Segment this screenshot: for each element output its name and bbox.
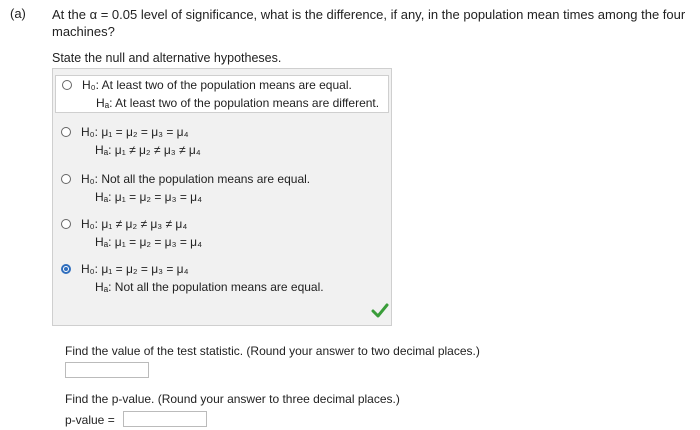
hypotheses-instruction: State the null and alternative hypotheses.: [52, 51, 282, 65]
option-h0: H₀: At least two of the population means are equal.: [82, 78, 352, 92]
option-ha: Hₐ: Not all the population means are equal.: [95, 280, 324, 294]
question-part: (a): [10, 6, 26, 21]
option-ha: Hₐ: μ₁ = μ₂ = μ₃ = μ₄: [95, 190, 202, 204]
option-2[interactable]: [55, 123, 389, 159]
option-h0: H₀: Not all the population means are equal.: [81, 172, 311, 186]
radio-button[interactable]: [61, 219, 71, 229]
correct-check-icon: [371, 302, 389, 320]
option-3[interactable]: [55, 170, 389, 206]
radio-button[interactable]: [62, 80, 72, 90]
radio-button[interactable]: [61, 174, 71, 184]
test-statistic-prompt: Find the value of the test statistic. (Round your answer to two decimal places.): [65, 344, 480, 358]
question-text: At the α = 0.05 level of significance, what is the difference, if any, in the population mean times among the four machines?: [52, 7, 686, 39]
options-box: [52, 68, 392, 326]
option-h0: H₀: μ₁ = μ₂ = μ₃ = μ₄: [81, 262, 189, 276]
option-ha: Hₐ: μ₁ = μ₂ = μ₃ = μ₄: [95, 235, 202, 249]
test-statistic-input[interactable]: [65, 362, 149, 378]
p-value-label: p-value =: [65, 413, 115, 427]
option-4[interactable]: [55, 215, 389, 251]
option-ha: Hₐ: μ₁ ≠ μ₂ ≠ μ₃ ≠ μ₄: [95, 143, 201, 157]
option-h0: H₀: μ₁ ≠ μ₂ ≠ μ₃ ≠ μ₄: [81, 217, 188, 231]
p-value-prompt: Find the p-value. (Round your answer to three decimal places.): [65, 392, 400, 406]
p-value-input[interactable]: [123, 411, 207, 427]
option-5[interactable]: [55, 260, 389, 296]
option-h0: H₀: μ₁ = μ₂ = μ₃ = μ₄: [81, 125, 189, 139]
option-ha: Hₐ: At least two of the population means are different.: [96, 96, 380, 110]
radio-button[interactable]: [61, 127, 71, 137]
option-1[interactable]: [55, 75, 389, 113]
radio-button-selected[interactable]: [61, 264, 71, 274]
